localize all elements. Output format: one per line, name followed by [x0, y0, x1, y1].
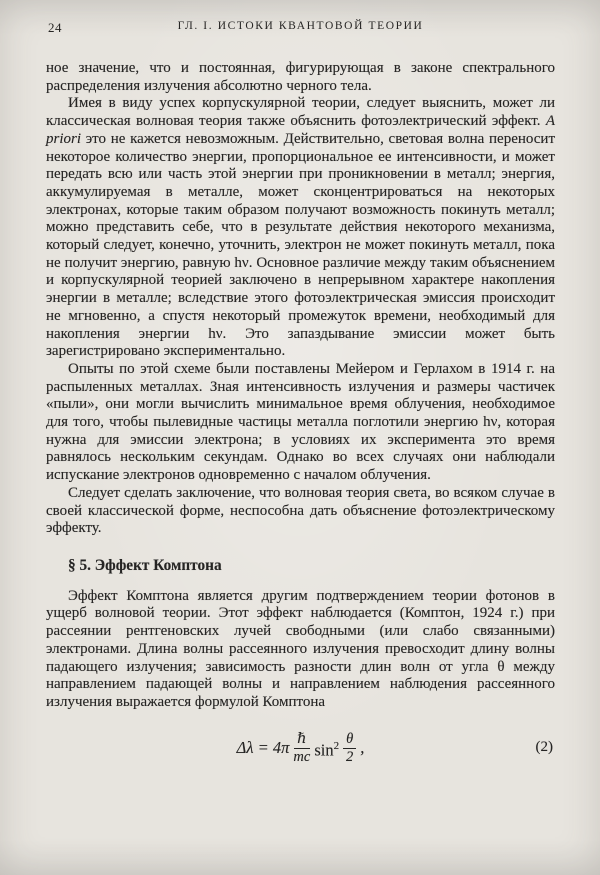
- formula-comma: ,: [360, 738, 365, 758]
- fraction-denominator: 2: [346, 748, 354, 765]
- paragraph-continuation: ное значение, что и постоянная, фигурирующая в законе спектрального распределения излучения абсолютно черного тела.: [46, 60, 555, 94]
- paragraph-conclusion: Следует сделать заключение, что волновая теория света, во всяком случае в своей классической форме, неспособна дать объяснение фотоэлектрическому эффекту.: [46, 484, 555, 537]
- paragraph-text-segment: Имея в виду успех корпускулярной теории, следует выяснить, может ли классическая волновая теория также объяснить фотоэлектрический эффект.: [46, 95, 555, 130]
- equation-row: [46, 732, 555, 765]
- sin-label: sin: [314, 740, 334, 760]
- equation-number: (2): [535, 739, 553, 756]
- running-title: ГЛ. I. ИСТОКИ КВАНТОВОЙ ТЕОРИИ: [177, 20, 424, 32]
- paragraph-text-segment: это не кажется невозможным. Действительно, световая волна переносит некоторое количество энергии, пропорциональное ее интенсивности, и может передать всю или часть этой энергии при проникновении в металл; энергия, аккумулируемая в металле, может сконцентрироваться на некоторых электронах, которые таким образом получают возможность покинуть металл; можно представить себе, что в результате действия некоторого механизма, который следует, конечно, уточнить, электрон не может покинуть металл, пока не получит энергию, равную hν. Основное различие между таким объяснением и корпускулярной теорией заключено в непрерывном характере накопления энергии в металле; вследствие этого фотоэлектрическая эмиссия происходит не мгновенно, а спустя некоторый промежуток времени, необходимый для накопления энергии hν. Это запаздывание эмиссии может быть зарегистрировано экспериментально.: [46, 130, 555, 360]
- page-body: [46, 60, 555, 765]
- formula-sin-squared: [314, 738, 339, 759]
- paragraph-compton-effect: Эффект Комптона является другим подтверждением теории фотонов в ущерб волновой теории. Этот эффект наблюдается (Комптон, 1924 г.) при рассеянии рентгеновских лучей свободными (или слабо связанными) электронами. Длина волны рассеянного излучения превосходит длину волны падающего излучения; зависимость разности длин волн от угла θ между направлением падающей волны и направлением наблюдения рассеянного излучения выражается формулой Комптона: [46, 587, 555, 710]
- sin-exponent: 2: [333, 739, 340, 752]
- page-number: 24: [48, 20, 62, 35]
- formula-lhs: Δλ = 4π: [236, 738, 290, 758]
- italic-a-priori: A priori: [46, 113, 555, 147]
- fraction-numerator: ℏ: [294, 732, 309, 749]
- section-heading-compton: § 5. Эффект Комптона: [68, 556, 222, 574]
- fraction-numerator: θ: [343, 732, 356, 749]
- compton-formula: [237, 732, 365, 765]
- paragraph-wave-theory: [46, 95, 555, 361]
- fraction-hbar-over-mc: [293, 732, 310, 765]
- paragraph-experiments: Опыты по этой схеме были поставлены Мейером и Герлахом в 1914 г. на распыленных металлах. Зная интенсивность излучения и размеры частичек «пыли», они могли вычислить минимальное время облучения, необходимое для того, чтобы пылевидные частицы металла поглотили энергию hν, которая нужна для эмиссии электрона; в условиях их эксперимента это время равнялось нескольким секундам. Однако во всех случаях они наблюдали испускание электронов одновременно с началом облучения.: [46, 360, 555, 484]
- page-header: [46, 20, 555, 38]
- fraction-theta-over-2: [343, 732, 356, 765]
- fraction-denominator: mc: [293, 748, 311, 765]
